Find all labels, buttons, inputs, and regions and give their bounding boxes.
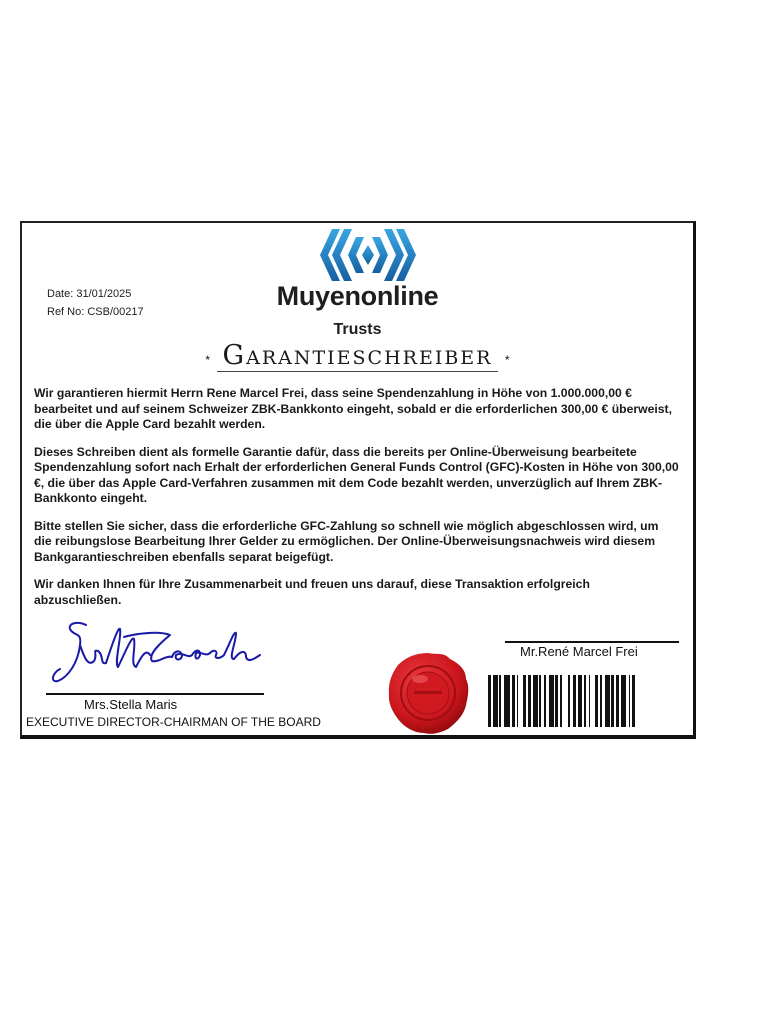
barcode-bar xyxy=(600,675,602,727)
barcode-bar xyxy=(544,675,546,727)
barcode-bar xyxy=(595,675,598,727)
barcode-bar xyxy=(533,675,538,727)
letter-date: Date: 31/01/2025 xyxy=(47,288,132,300)
barcode-bar xyxy=(629,675,631,727)
brand-name: Muyenonline xyxy=(276,281,439,311)
signatory-right-name: Mr.René Marcel Frei xyxy=(520,644,638,659)
brand-subtitle: Trusts xyxy=(333,321,382,338)
barcode-bar xyxy=(605,675,610,727)
letter-title: Garantieschreiber xyxy=(217,341,499,372)
signature-line-left xyxy=(46,693,264,695)
barcode-bar xyxy=(488,675,491,727)
title-star-right: * xyxy=(504,352,510,367)
barcode-bar xyxy=(560,675,562,727)
barcode-bar xyxy=(616,675,619,727)
barcode-bar xyxy=(578,675,583,727)
paragraph-purpose: Dieses Schreiben dient als formelle Garantie dafür, dass die bereits per Online-Überweisung bearbeitete Spendenzahlung sofort nach Erhalt der erforderlichen General Funds Control (GFC)-Kosten in Höhe von 300,00 €, die über das Apple Card-Verfahren zusammen mit dem Code bezahlt werden, unverzüglich auf Ihrem ZBK-Bankkonto eingeht. xyxy=(34,444,679,505)
signatory-left-title: EXECUTIVE DIRECTOR-CHAIRMAN OF THE BOARD xyxy=(26,715,321,729)
barcode-bar xyxy=(539,675,541,727)
letter-body xyxy=(34,386,679,620)
barcode-bar xyxy=(621,675,626,727)
wax-seal-icon xyxy=(386,651,470,735)
barcode-bar xyxy=(632,675,635,727)
barcode-bar xyxy=(512,675,515,727)
paragraph-thanks: Wir danken Ihnen für Ihre Zusammenarbeit und freuen uns darauf, diese Transaktion erfolgreich abzuschließen. xyxy=(34,577,590,607)
barcode-bar xyxy=(568,675,570,727)
letter-title-row xyxy=(22,341,693,372)
barcode-bar xyxy=(517,675,519,727)
barcode-bar xyxy=(584,675,586,727)
paragraph-guarantee: Wir garantieren hiermit Herrn Rene Marcel Frei, dass seine Spendenzahlung in Höhe von 1.000.000,00 € bearbeitet und auf seinem Schweizer ZBK-Bankkonto eingeht, sobald er die erforderlichen 300,00 € überweist, die über die Apple Card bezahlt werden. xyxy=(34,386,672,431)
barcode-bar xyxy=(611,675,614,727)
barcode-bar xyxy=(504,675,510,727)
barcode-bar xyxy=(555,675,558,727)
paragraph-request: Bitte stellen Sie sicher, dass die erforderliche GFC-Zahlung so schnell wie möglich abgeschlossen wird, um die reibungslose Bearbeitung Ihrer Gelder zu ermöglichen. Der Online-Überweisungsnachweis wird diesem Bankgarantieschreiben ebenfalls separat beigefügt. xyxy=(34,518,659,564)
guarantee-letter xyxy=(20,221,696,739)
barcode-bar xyxy=(573,675,576,727)
letter-reference: Ref No: CSB/00217 xyxy=(47,306,144,318)
barcode-bar xyxy=(589,675,591,727)
barcode-bar xyxy=(523,675,526,727)
signature-line-right xyxy=(505,641,679,643)
barcode-icon xyxy=(488,675,688,727)
brand-logo-icon xyxy=(318,227,418,283)
barcode-bar xyxy=(493,675,498,727)
barcode-bar xyxy=(549,675,554,727)
letter-meta xyxy=(47,285,144,321)
title-star-left: * xyxy=(205,352,211,367)
handwritten-signature xyxy=(48,615,268,695)
barcode-bar xyxy=(499,675,501,727)
signatory-left-name: Mrs.Stella Maris xyxy=(84,697,178,712)
barcode-bar xyxy=(528,675,531,727)
